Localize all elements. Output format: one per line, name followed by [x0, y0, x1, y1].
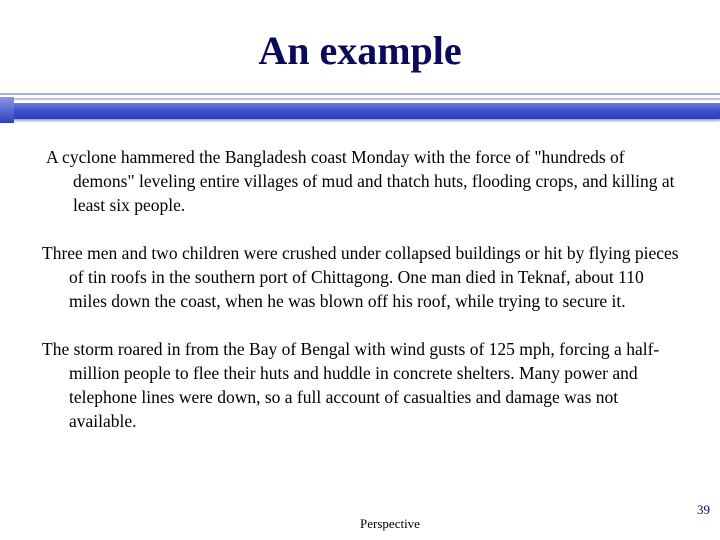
body-paragraph: The storm roared in from the Bay of Bengal with wind gusts of 125 mph, forcing a half-million people to flee their huts and huddle in concrete shelters. Many power and telephone lines were down, so a full account of casualties and damage was not available.	[42, 339, 660, 431]
slide-number: 39	[697, 502, 710, 517]
band-main-bar	[0, 103, 720, 119]
body-paragraph: Three men and two children were crushed under collapsed buildings or hit by flying pieces of tin roofs in the southern port of Chittagong. One man died in Teknaf, about 110 miles down the coast, when he was blown off his roof, while trying to secure it.	[42, 243, 679, 311]
body-paragraph: A cyclone hammered the Bangladesh coast Monday with the force of "hundreds of demons" leveling entire villages of mud and thatch huts, flooding crops, and killing at least six people.	[46, 147, 675, 215]
footer-label: Perspective	[360, 516, 420, 531]
band-left-edge	[0, 97, 14, 123]
band-thin-line	[0, 98, 720, 100]
band-thin-line	[0, 93, 720, 95]
slide-body	[42, 145, 682, 433]
title-decorative-band	[0, 93, 720, 127]
slide-title: An example	[258, 28, 462, 73]
